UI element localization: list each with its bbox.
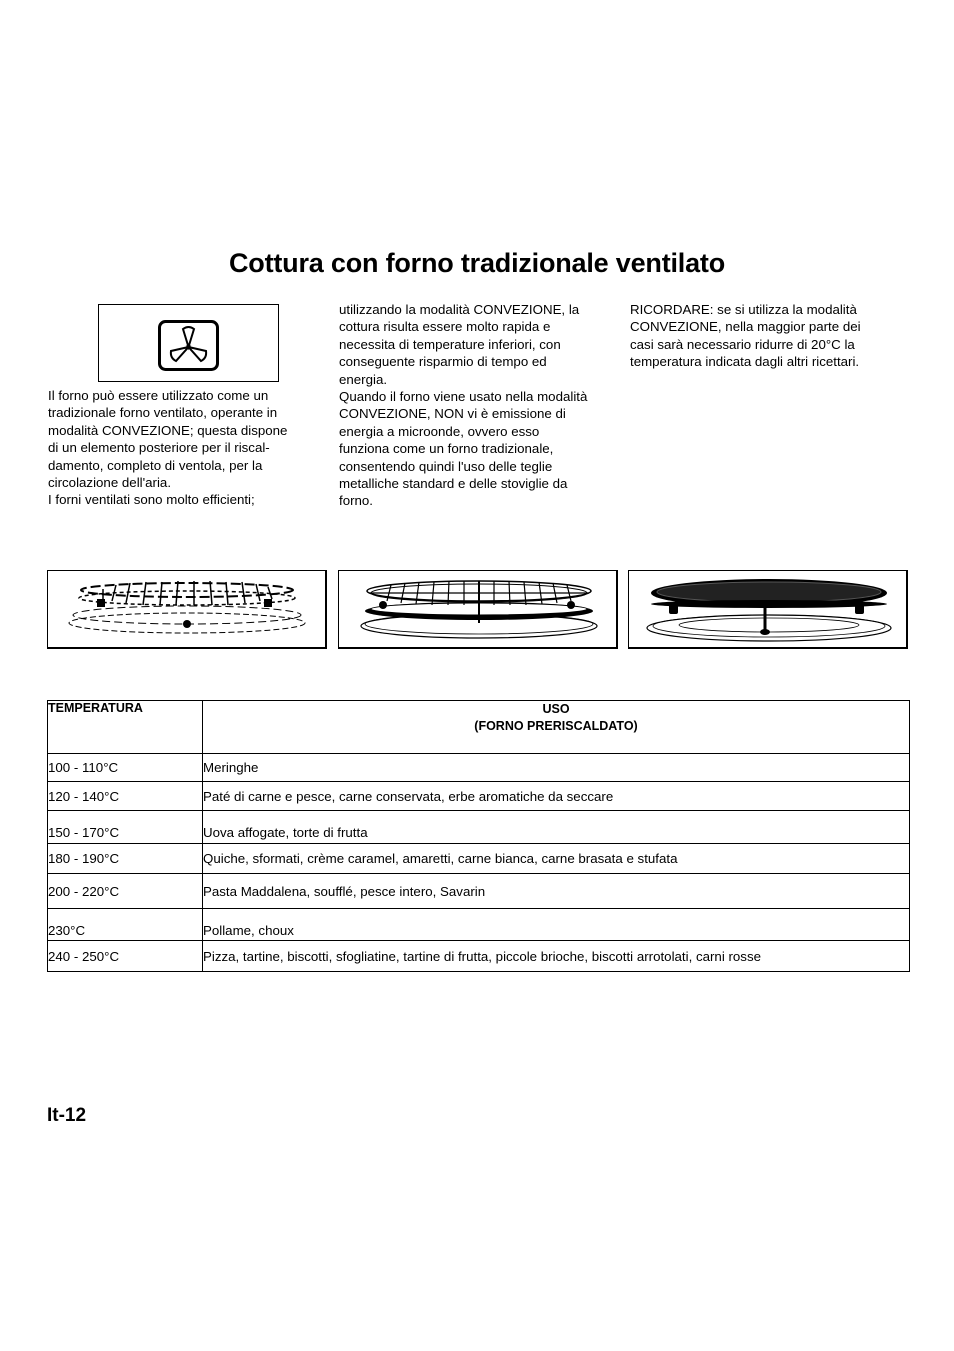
text-line: tradizionale forno ventilato, operante in <box>48 405 278 421</box>
table-cell-temp: 230°C <box>48 909 203 941</box>
page-title: Cottura con forno tradizionale ventilato <box>228 248 726 278</box>
table-cell-temp: 150 - 170°C <box>48 811 203 844</box>
text-line: modalità CONVEZIONE; questa dispone <box>48 422 288 438</box>
table-cell-uso: Quiche, sformati, crème caramel, amaretti, carne bianca, carne brasata e stufata <box>203 844 910 874</box>
table-cell-uso: Pizza, tartine, biscotti, sfogliatine, tartine di frutta, piccole brioche, biscotti arrotolati, carni rosse <box>203 941 910 972</box>
text-line: funziona come un forno tradizionale, <box>339 441 554 457</box>
text-line: damento, completo di ventola, per la <box>48 457 263 473</box>
temperature-table <box>47 700 910 972</box>
header-uso-line1: USO <box>542 702 570 716</box>
text-line: RICORDARE: se si utilizza la modalità <box>630 302 857 317</box>
table-cell-temp: 200 - 220°C <box>48 874 203 909</box>
rack-illustration-2 <box>338 570 618 649</box>
text-line: temperatura indicata dagli altri ricettari. <box>630 354 860 370</box>
text-line: energia a microonde, ovvero esso <box>339 423 540 439</box>
text-column-2 <box>339 301 619 510</box>
text-column-3 <box>630 301 900 371</box>
text-line: conseguente risparmio di tempo ed <box>339 354 547 370</box>
table-cell-temp: 240 - 250°C <box>48 941 203 972</box>
text-line: cottura risulta essere molto rapida e <box>339 319 551 335</box>
text-line: utilizzando la modalità CONVEZIONE, la <box>339 302 580 317</box>
convection-symbol-box <box>98 304 279 382</box>
header-temperatura: TEMPERATURA <box>48 701 203 754</box>
text-line: necessita di temperature inferiori, con <box>339 336 561 352</box>
table-cell-temp: 120 - 140°C <box>48 782 203 811</box>
header-uso-line2: (FORNO PRERISCALDATO) <box>474 719 638 733</box>
text-line: I forni ventilati sono molto efficienti; <box>48 492 255 508</box>
text-line: circolazione dell'aria. <box>48 475 172 491</box>
text-line: casi sarà necessario ridurre di 20°C la <box>630 336 855 352</box>
text-line: di un elemento posteriore per il riscal- <box>48 440 270 456</box>
table-cell-uso: Pasta Maddalena, soufflé, pesce intero, Savarin <box>203 874 910 909</box>
text-line: CONVEZIONE, NON vi è emissione di <box>339 406 566 422</box>
fan-icon <box>158 320 219 371</box>
rack-illustration-1 <box>47 570 327 649</box>
text-column-1 <box>48 387 318 509</box>
header-uso <box>203 701 910 754</box>
table-cell-uso: Paté di carne e pesce, carne conservata, erbe aromatiche da seccare <box>203 782 910 811</box>
text-line: forno. <box>339 493 374 509</box>
table-cell-temp: 100 - 110°C <box>48 754 203 782</box>
text-line: Quando il forno viene usato nella modalità <box>339 389 588 405</box>
text-line: metalliche standard e delle stoviglie da <box>339 476 568 492</box>
table-cell-temp: 180 - 190°C <box>48 844 203 874</box>
text-line: energia. <box>339 371 388 387</box>
table-cell-uso: Meringhe <box>203 754 910 782</box>
page-number: It-12 <box>47 1105 87 1126</box>
text-line: CONVEZIONE, nella maggior parte dei <box>630 319 861 335</box>
table-cell-uso: Pollame, choux <box>203 909 910 941</box>
rack-illustration-3 <box>628 570 908 649</box>
table-cell-uso: Uova affogate, torte di frutta <box>203 811 910 844</box>
text-line: Il forno può essere utilizzato come un <box>48 388 269 403</box>
text-line: consentendo quindi l'uso delle teglie <box>339 458 553 474</box>
